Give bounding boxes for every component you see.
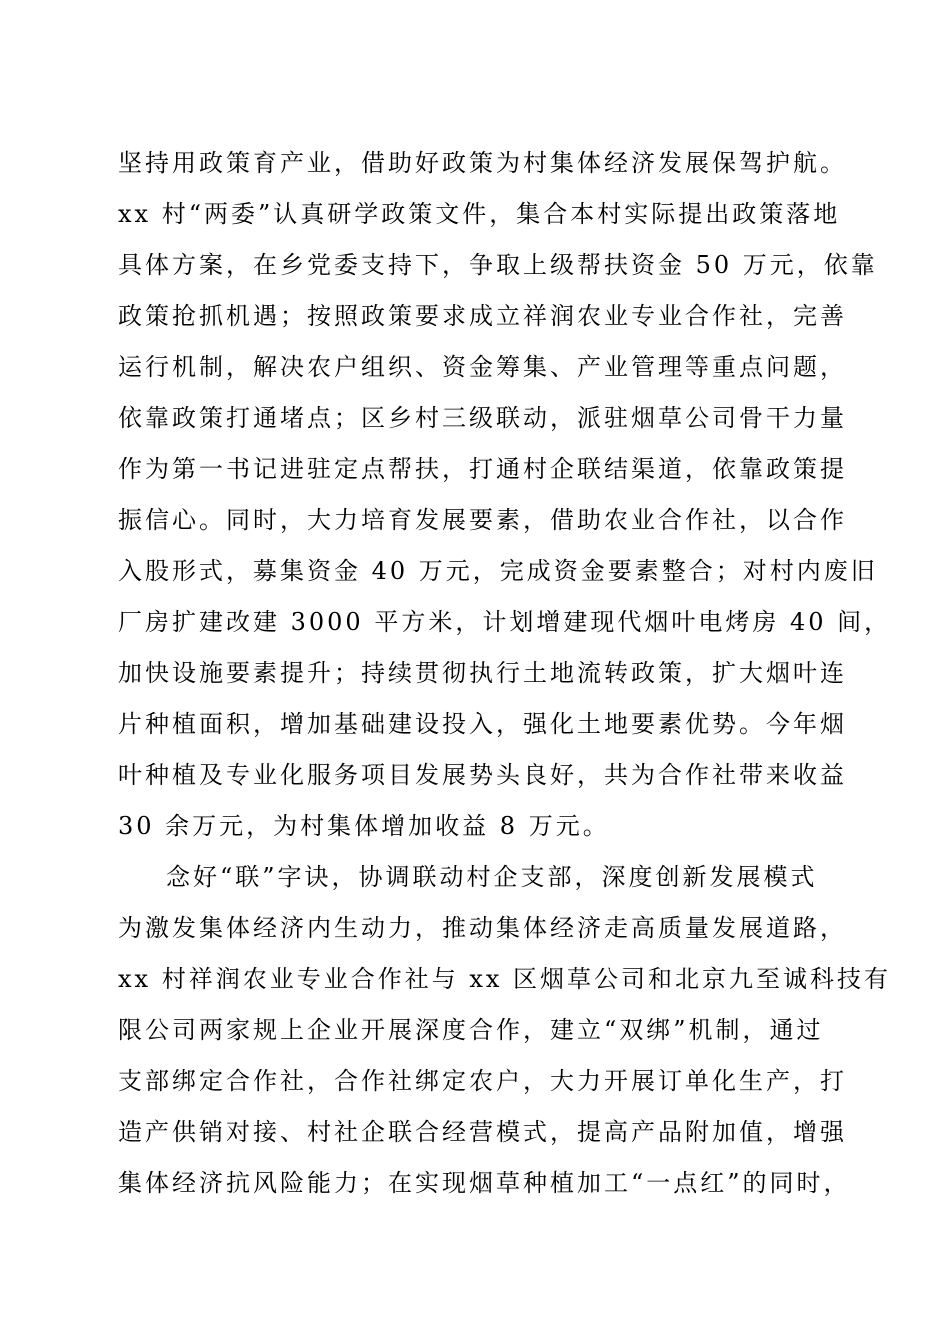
text-line-3: 具体方案，在乡党委支持下，争取上级帮扶资金 50 万元，依靠: [118, 251, 878, 279]
text-line-7: 作为第一书记进驻定点帮扶，打通村企联结渠道，依靠政策提: [118, 455, 847, 483]
text-line-8: 振信心。同时，大力培育发展要素，借助农业合作社，以合作: [118, 506, 847, 534]
text-line-17: xx 村祥润农业专业合作社与 xx 区烟草公司和北京九至诚科技有: [118, 965, 892, 993]
text-line-9: 入股形式，募集资金 40 万元，完成资金要素整合；对村内废旧: [118, 557, 878, 585]
paragraph-heading-line: 念好“联”字诀，协调联动村企支部，深度创新发展模式: [166, 863, 818, 891]
text-line-4: 政策抢抓机遇；按照政策要求成立祥润农业专业合作社，完善: [118, 302, 847, 330]
text-line-20: 造产供销对接、村社企联合经营模式，提高产品附加值，增强: [118, 1118, 847, 1146]
text-line-11: 加快设施要素提升；持续贯彻执行土地流转政策，扩大烟叶连: [118, 659, 847, 687]
text-line-18: 限公司两家规上企业开展深度合作，建立“双绑”机制，通过: [118, 1016, 824, 1044]
text-line-5: 运行机制，解决农户组织、资金筹集、产业管理等重点问题，: [118, 353, 847, 381]
text-line-13: 叶种植及专业化服务项目发展势头良好，共为合作社带来收益: [118, 761, 847, 789]
text-line-6: 依靠政策打通堵点；区乡村三级联动，派驻烟草公司骨干力量: [118, 404, 847, 432]
text-line-16: 为激发集体经济内生动力，推动集体经济走高质量发展道路，: [118, 914, 847, 942]
text-line-10: 厂房扩建改建 3000 平方米，计划增建现代烟叶电烤房 40 间，: [118, 608, 892, 636]
text-line-1: 坚持用政策育产业，借助好政策为村集体经济发展保驾护航。: [118, 149, 847, 177]
text-line-14: 30 余万元，为村集体增加收益 8 万元。: [118, 812, 610, 840]
text-line-12: 片种植面积，增加基础建设投入，强化土地要素优势。今年烟: [118, 710, 847, 738]
text-line-21: 集体经济抗风险能力；在实现烟草种植加工“一点红”的同时，: [118, 1169, 851, 1197]
text-line-19: 支部绑定合作社，合作社绑定农户，大力开展订单化生产，打: [118, 1067, 847, 1095]
text-line-2: xx 村“两委”认真研学政策文件，集合本村实际提出政策落地: [118, 200, 841, 228]
